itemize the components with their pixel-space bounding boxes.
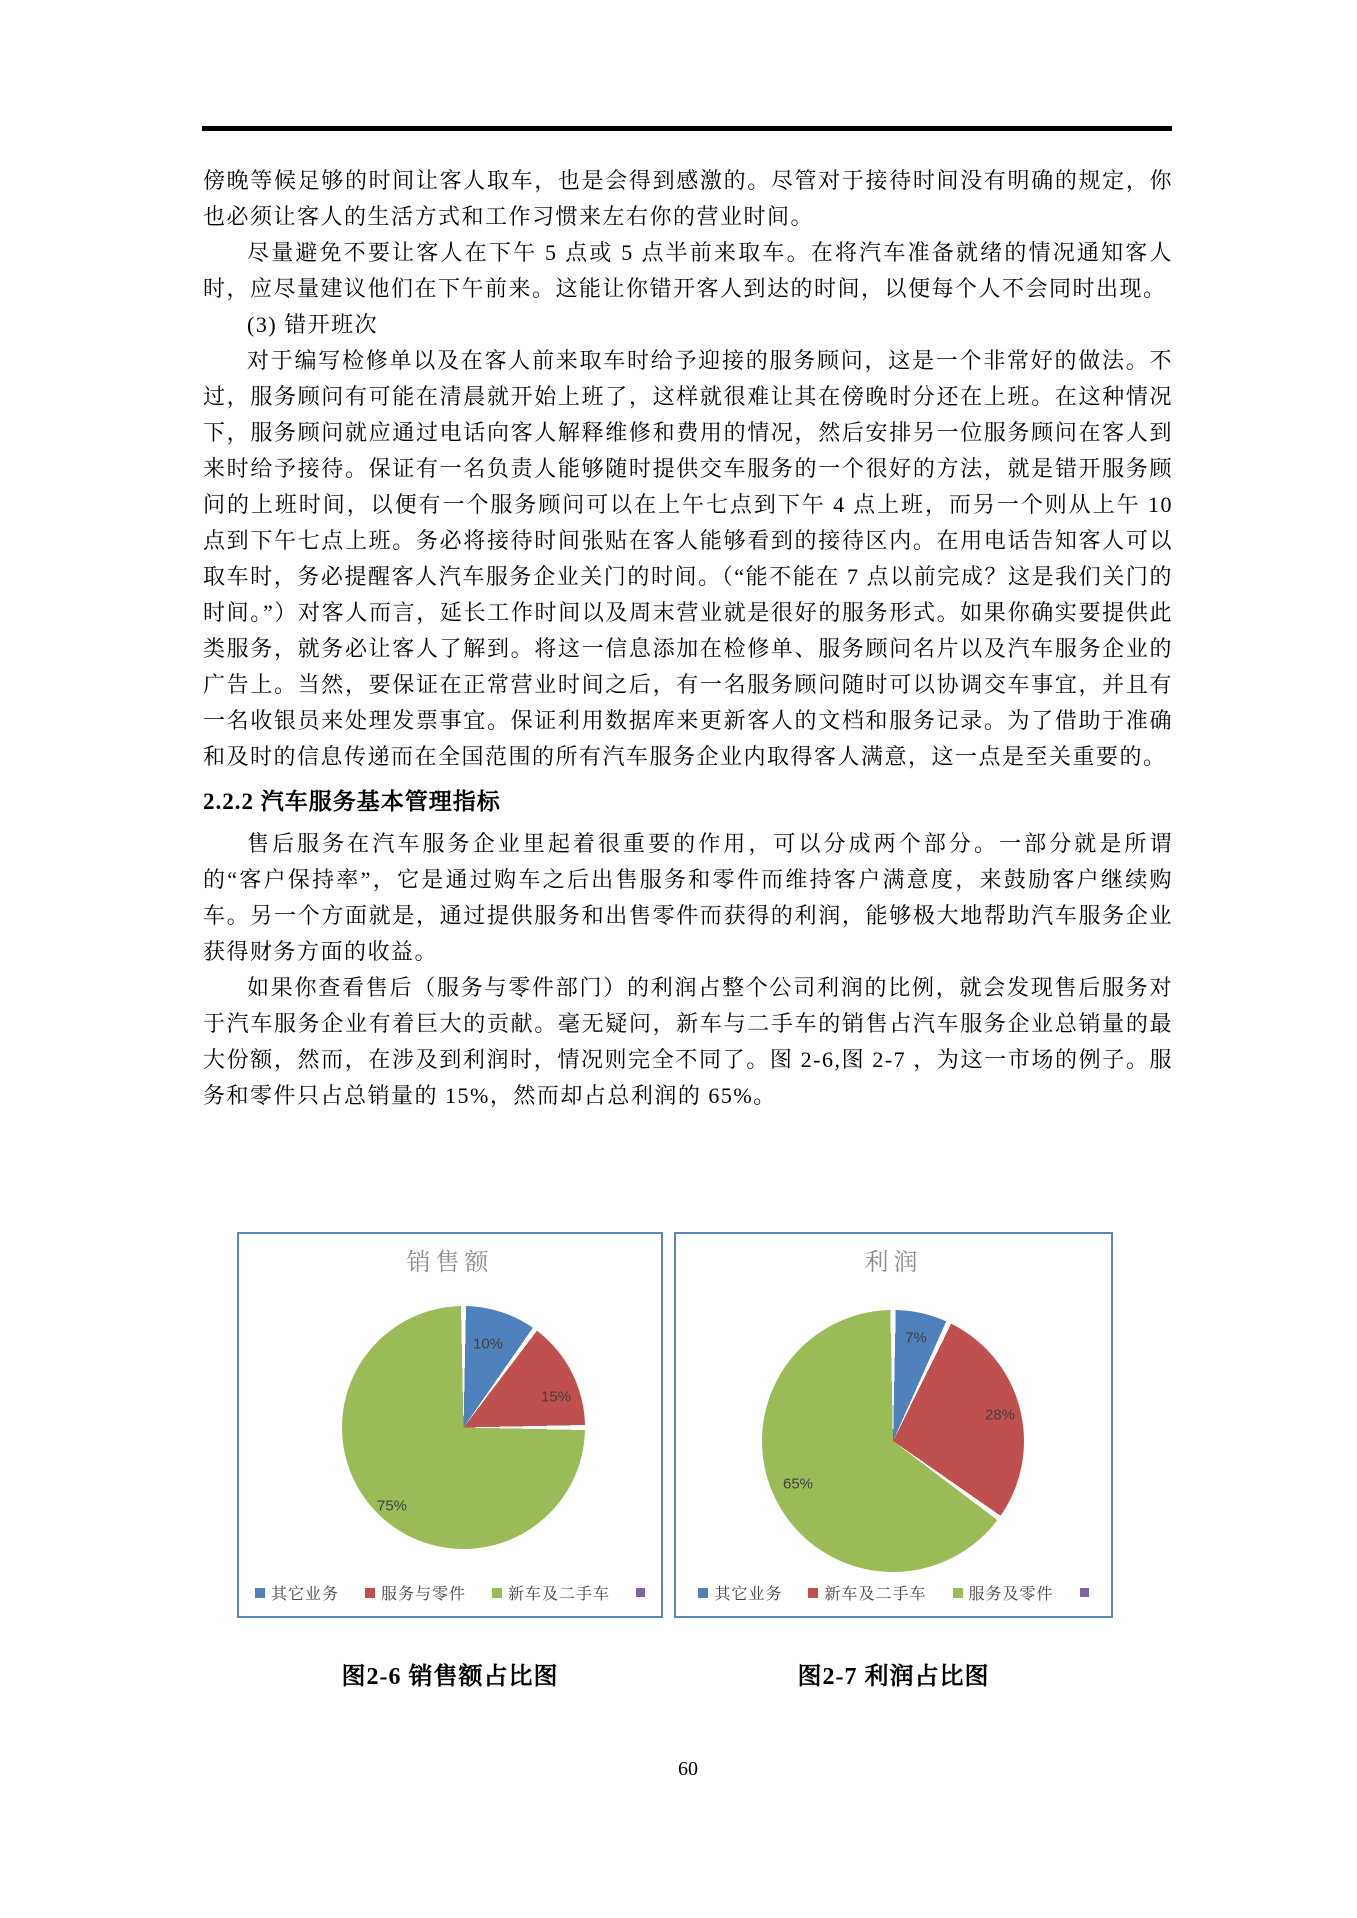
figure-caption-profit: 图2-7 利润占比图 (797, 1664, 990, 1690)
legend-item (1080, 1588, 1089, 1597)
legend-label: 服务与零件 (380, 1586, 466, 1603)
legend-item (365, 1581, 466, 1604)
paragraph: 尽量避免不要让客人在下午 5 点或 5 点半前来取车。在将汽车准备就绪的情况通知客人时，应尽量建议他们在下午前来。这能让你错开客人到达的时间，以便每个人不会同时出现。 (203, 240, 1173, 301)
header-rule (202, 126, 1172, 131)
paragraph: 如果你查看售后（服务与零件部门）的利润占整个公司利润的比例，就会发现售后服务对于汽车服务企业有着巨大的贡献。毫无疑问，新车与二手车的销售占汽车服务企业总销量的最大份额，然而，在涉及到利润时，情况则完全不同了。图 2-6,图 2-7 ，为这一市场的例子。服务和零件只占总销量的 15%，然而却占总利润的 65%。 (203, 975, 1173, 1108)
section-heading: 2.2.2 汽车服务基本管理指标 (203, 789, 501, 814)
legend-marker-green (953, 1588, 963, 1598)
pie-slice-label: 10% (472, 1335, 504, 1353)
page-number: 60 (678, 1758, 698, 1780)
chart-legend (676, 1581, 1111, 1604)
profit-pie (762, 1310, 1024, 1572)
legend-marker-blue (698, 1588, 708, 1598)
legend-item (636, 1588, 645, 1597)
legend-marker-red (808, 1588, 818, 1598)
pie-slice-label: 28% (984, 1406, 1016, 1424)
paragraph: (3) 错开班次 (247, 312, 379, 337)
legend-marker-purple (636, 1588, 645, 1597)
figure-caption-sales: 图2-6 销售额占比图 (341, 1664, 559, 1690)
legend-item (953, 1581, 1054, 1604)
chart-title: 利润 (864, 1250, 923, 1276)
pie-slice-label: 7% (905, 1329, 927, 1347)
chart-legend (239, 1581, 661, 1604)
legend-label: 服务及零件 (968, 1586, 1054, 1603)
legend-item (255, 1581, 339, 1604)
legend-item (808, 1581, 926, 1604)
legend-marker-purple (1080, 1588, 1089, 1597)
legend-marker-red (365, 1588, 375, 1598)
legend-item (698, 1581, 782, 1604)
pie-slice-label: 15% (540, 1388, 572, 1406)
legend-marker-blue (255, 1588, 265, 1598)
legend-label: 新车及二手车 (508, 1586, 611, 1603)
paragraph: 傍晚等候足够的时间让客人取车，也是会得到感激的。尽管对于接待时间没有明确的规定，你也必须让客人的生活方式和工作习惯来左右你的营业时间。 (203, 168, 1173, 229)
paragraph: 对于编写检修单以及在客人前来取车时给予迎接的服务顾问，这是一个非常好的做法。不过，服务顾问有可能在清晨就开始上班了，这样就很难让其在傍晚时分还在上班。在这种情况下，服务顾问就应通过电话向客人解释维修和费用的情况，然后安排另一位服务顾问在客人到来时给予接待。保证有一名负责人能够随时提供交车服务的一个很好的方法，就是错开服务顾问的上班时间，以便有一个服务顾问可以在上午七点到下午 4 点上班，而另一个则从上午 10 点到下午七点上班。务必将接待时间张贴在客人能够看到的接待区内。在用电话告知客人可以取车时，务必提醒客人汽车服务企业关门的时间。（“能不能在 7 点以前完成？这是我们关门的时间。”）对客人而言，延长工作时间以及周末营业就是很好的服务形式。如果你确实要提供此类服务，就务必让客人了解到。将这一信息添加在检修单、服务顾问名片以及汽车服务企业的广告上。当然，要保证在正常营业时间之后，有一名服务顾问随时可以协调交车事宜，并且有一名收银员来处理发票事宜。保证利用数据库来更新客人的文档和服务记录。为了借助于准确和及时的信息传递而在全国范围的所有汽车服务企业内取得客人满意，这一点是至关重要的。 (203, 348, 1173, 769)
legend-marker-green (492, 1588, 502, 1598)
legend-label: 其它业务 (270, 1586, 339, 1603)
legend-item (492, 1581, 610, 1604)
chart-title: 销售额 (406, 1250, 494, 1276)
profit-pie-chart-figure (674, 1232, 1113, 1618)
pie-slice-label: 65% (782, 1475, 814, 1493)
paragraph: 售后服务在汽车服务企业里起着很重要的作用，可以分成两个部分。一部分就是所谓的“客户保持率”，它是通过购车之后出售服务和零件而维持客户满意度，来鼓励客户继续购车。另一个方面就是，通过提供服务和出售零件而获得的利润，能够极大地帮助汽车服务企业获得财务方面的收益。 (203, 831, 1173, 964)
legend-label: 其它业务 (714, 1586, 783, 1603)
legend-label: 新车及二手车 (824, 1586, 927, 1603)
sales-pie-chart-figure (237, 1232, 663, 1618)
body-text (203, 163, 1173, 1114)
pie-slice-label: 75% (376, 1497, 408, 1515)
